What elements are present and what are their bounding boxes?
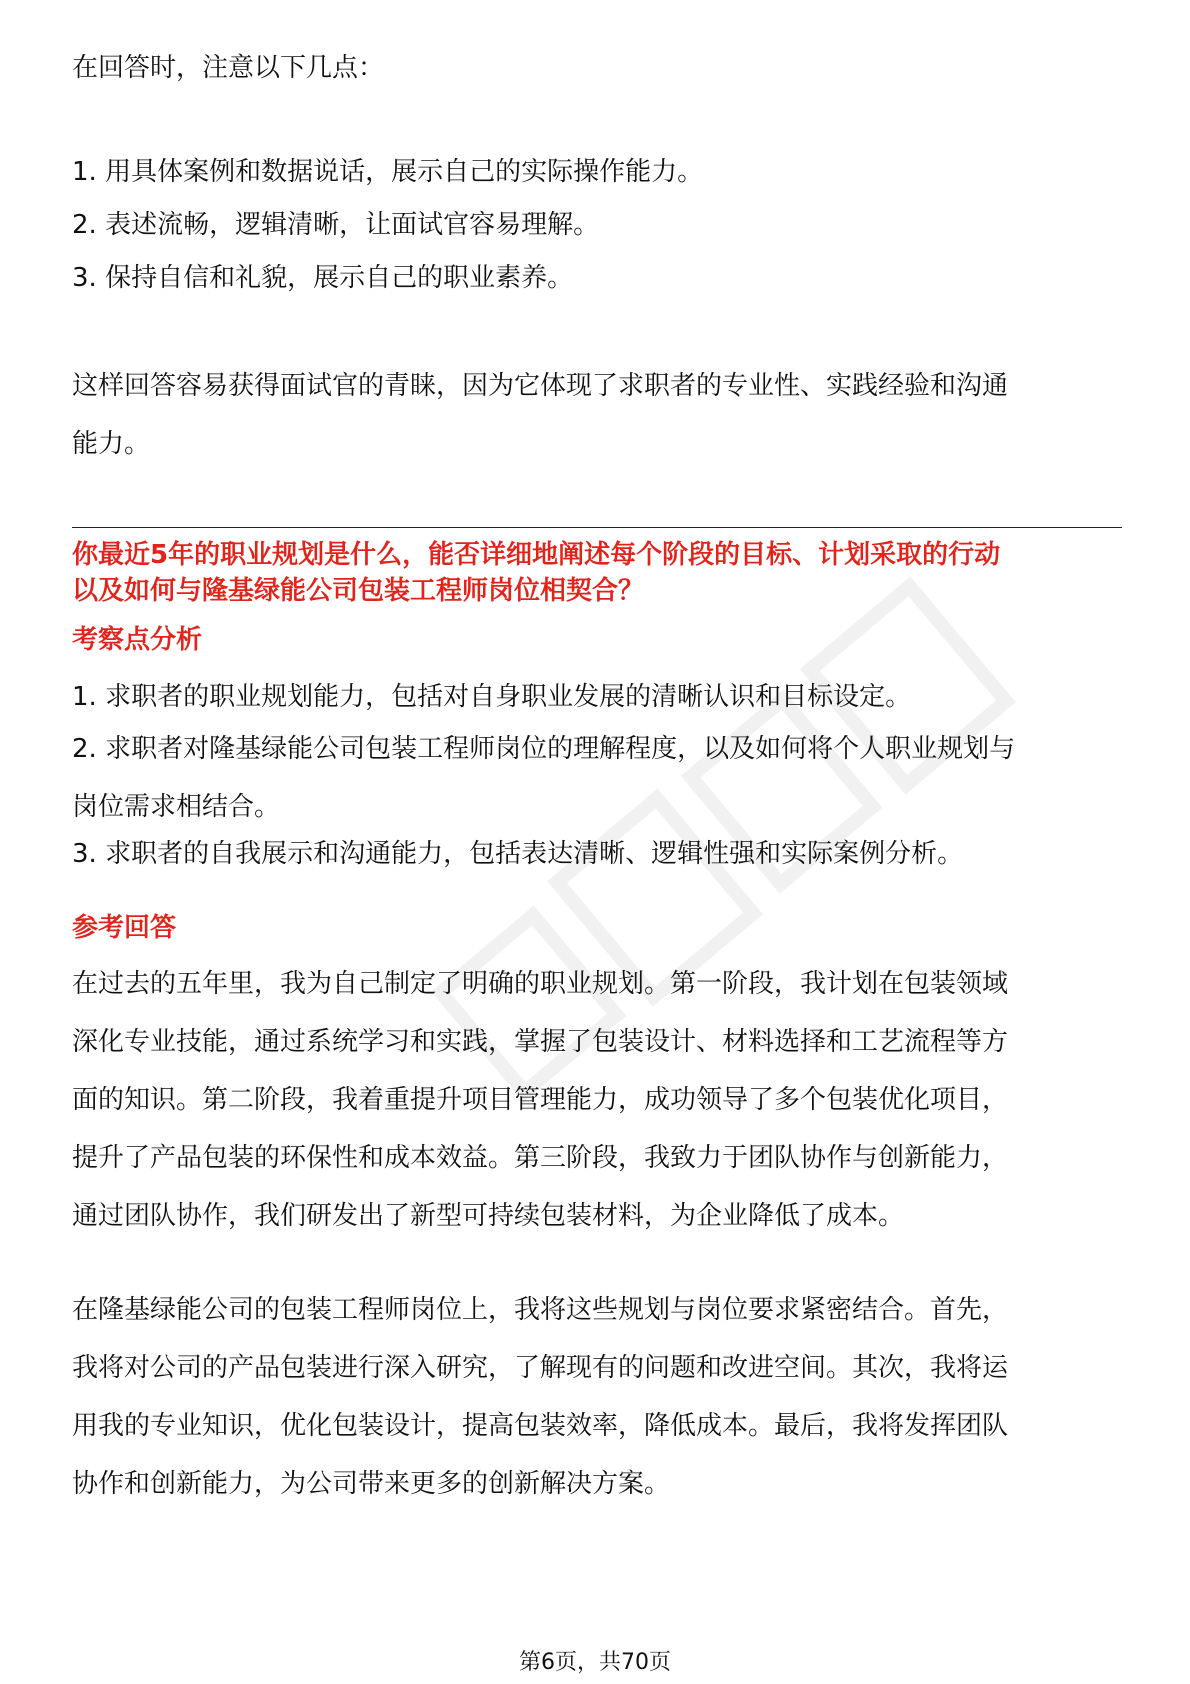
question-heading [72,537,1122,609]
answer-p2-line: 我将对公司的产品包装进行深入研究，了解现有的问题和改进空间。其次，我将运 [72,1353,1009,1383]
page-number: 第6页，共70页 [519,1650,671,1675]
analysis-point-3: 3. 求职者的自我展示和沟通能力，包括表达清晰、逻辑性强和实际案例分析。 [72,839,964,869]
analysis-heading: 考察点分析 [72,625,203,655]
intro-closing [72,357,1122,473]
analysis-point-2 [72,720,1122,836]
intro-point-3: 3. 保持自信和礼貌，展示自己的职业素养。 [72,263,574,293]
question-line: 你最近5年的职业规划是什么，能否详细地阐述每个阶段的目标、计划采取的行动 [72,540,1001,570]
analysis-point-1: 1. 求职者的职业规划能力，包括对自身职业发展的清晰认识和目标设定。 [72,682,912,712]
answer-p1-line: 深化专业技能，通过系统学习和实践，掌握了包装设计、材料选择和工艺流程等方 [72,1027,1009,1057]
answer-p2-line: 用我的专业知识，优化包装设计，提高包装效率，降低成本。最后，我将发挥团队 [72,1411,1009,1441]
intro-point-2: 2. 表述流畅，逻辑清晰，让面试官容易理解。 [72,210,600,240]
analysis-point-2-line: 2. 求职者对隆基绿能公司包装工程师岗位的理解程度，以及如何将个人职业规划与 [72,734,1016,764]
intro-closing-line: 这样回答容易获得面试官的青睐，因为它体现了求职者的专业性、实践经验和沟通 [72,371,1009,401]
answer-paragraph-2 [72,1281,1122,1513]
answer-p2-line: 协作和创新能力，为公司带来更多的创新解决方案。 [72,1469,671,1499]
answer-p2-line: 在隆基绿能公司的包装工程师岗位上，我将这些规划与岗位要求紧密结合。首先， [72,1295,1009,1325]
section-divider [72,527,1122,528]
intro-point-1: 1. 用具体案例和数据说话，展示自己的实际操作能力。 [72,157,704,187]
answer-paragraph-1 [72,955,1122,1245]
answer-heading: 参考回答 [72,913,177,943]
answer-p1-line: 面的知识。第二阶段，我着重提升项目管理能力，成功领导了多个包装优化项目， [72,1085,1009,1115]
answer-p1-line: 在过去的五年里，我为自己制定了明确的职业规划。第一阶段，我计划在包装领域 [72,969,1009,999]
analysis-point-2-line: 岗位需求相结合。 [72,792,281,822]
question-line: 以及如何与隆基绿能公司包装工程师岗位相契合？ [72,576,645,606]
intro-closing-line: 能力。 [72,429,151,459]
answer-p1-line: 通过团队协作，我们研发出了新型可持续包装材料，为企业降低了成本。 [72,1201,905,1231]
intro-lead: 在回答时，注意以下几点： [72,53,385,83]
answer-p1-line: 提升了产品包装的环保性和成本效益。第三阶段，我致力于团队协作与创新能力， [72,1143,1009,1173]
